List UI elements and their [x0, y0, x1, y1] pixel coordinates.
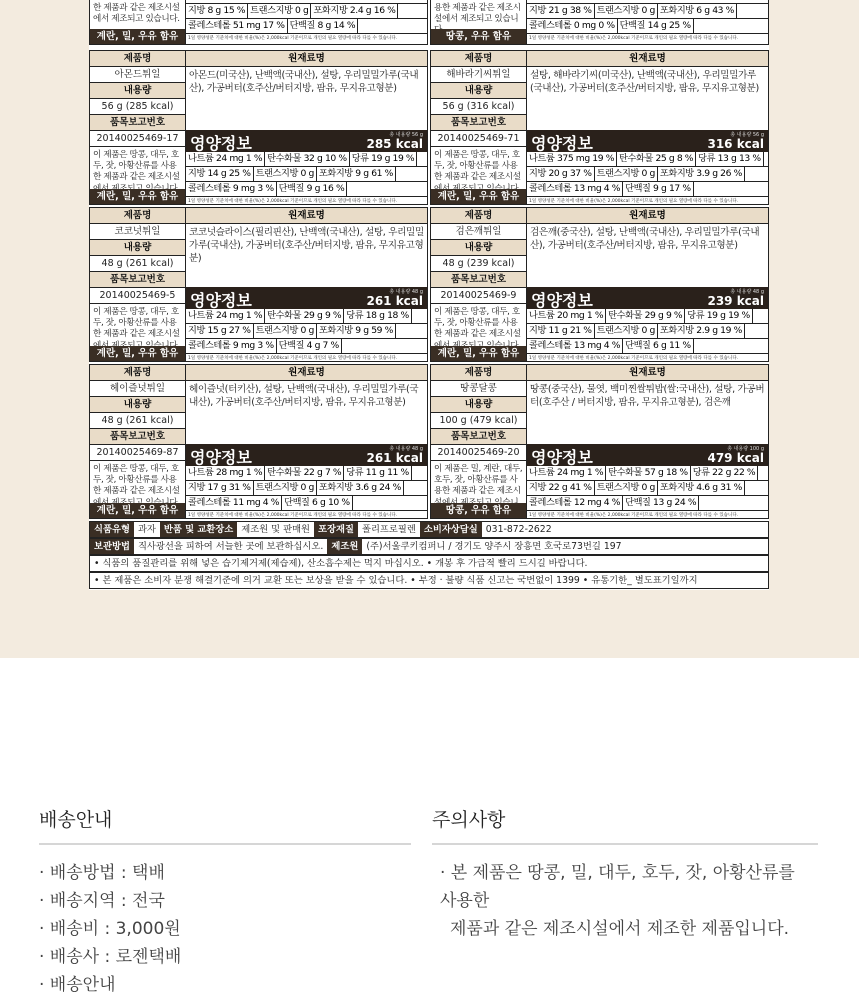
facility-note: 이 제품은 땅콩, 대두, 호두, 잣, 아황산류를 사용한 제품과 같은 제조시설 [90, 304, 185, 356]
cholesterol: 콜레스테롤 11 mg 4 % [186, 496, 282, 510]
allergen-label: 계란, 밀, 우유 함유 [90, 346, 185, 361]
nutrition-footnote: 1일 영양성분 기준치에 대한 비율(%)은 2,000kcal 기준이므로 개인의 필요 열량에 따라 다를 수 있습니다. [188, 36, 398, 41]
footer-notice-2: • 본 제품은 소비자 분쟁 해결기준에 의거 교환 또는 보상을 받을 수 있습니다. • 부정 · 불량 식품 신고는 국번없이 1399 • 유통기한_ 별도표기일까지 [89, 572, 769, 589]
report-number-header: 품목보고번호 [90, 272, 185, 288]
sugars: 당류 19 g 19 % [350, 152, 418, 166]
allergen-label: 계란, 밀, 우유 함유 [90, 503, 185, 518]
product-label-sheet [89, 0, 769, 590]
nutrition-row [527, 466, 768, 481]
kcal-value: 285 kcal [366, 137, 423, 151]
footer-row-1: 식품유형 과자 반품 및 교환장소 제조원 및 판매원 포장재질 폴리프로필렌 소비자상담실 031-872-2622 [89, 521, 769, 538]
partial-right-column [527, 0, 768, 44]
nutrition-facts [527, 130, 768, 204]
nutrition-footnote: 1일 영양성분 기준치에 대한 비율(%)은 2,000kcal 기준이므로 개인의 필요 열량에 따라 다를 수 있습니다. [529, 36, 739, 41]
caution-title: 주의사항 [432, 809, 506, 831]
product-name-header: 제품명 [431, 208, 526, 224]
product-card [430, 364, 769, 519]
sugars: 당류 11 g 11 % [344, 466, 412, 480]
report-number-header: 품목보고번호 [431, 429, 526, 445]
total-weight: 총 내용량 48 g [389, 446, 423, 452]
nutrition-header [186, 444, 427, 466]
partial-facility-note [431, 0, 526, 30]
total-weight: 총 내용량 56 g [730, 132, 764, 138]
product-name: 아몬드튀일 [90, 67, 185, 83]
report-number-header: 품목보고번호 [90, 429, 185, 445]
sugars: 당류 13 g 13 % [696, 152, 764, 166]
report-number: 20140025469-87 [90, 445, 185, 461]
trans-fat: 트랜스지방 0 g [254, 324, 317, 338]
allergen-label: 땅콩, 우유 함유 [431, 503, 526, 518]
footer-notice-1: • 식품의 품질관리를 위해 넣은 습기제거제(제습제), 산소흡수제는 먹지 마십시오. • 개봉 후 가급적 빨리 드시길 바랍니다. [89, 555, 769, 572]
report-number: 20140025469-9 [431, 288, 526, 304]
report-number-header: 품목보고번호 [431, 115, 526, 131]
total-weight: 총 내용량 56 g [389, 132, 423, 138]
product-card [430, 207, 769, 362]
carbohydrate: 탄수화물 29 g 9 % [606, 309, 685, 323]
nutrition-row: 콜레스테롤 51 mg 17 % 단백질 8 g 14 % [186, 19, 427, 34]
product-card [430, 50, 769, 205]
nutrition-title: 영양정보 [531, 134, 593, 153]
nutrition-row [527, 481, 768, 496]
partial-facility-note [90, 0, 185, 30]
contents-header: 내용량 [431, 83, 526, 99]
kcal-value: 239 kcal [707, 294, 764, 308]
fat: 지방 17 g 31 % [186, 481, 254, 495]
nutrition-row [186, 466, 427, 481]
facility-note: 이 제품은 땅콩, 대두, 호두, 잣, 아황산류를 사용한 제품과 같은 제조시설 [90, 147, 185, 199]
protein: 단백질 6 g 11 % [623, 339, 694, 353]
nutrition-row [527, 496, 768, 511]
carbohydrate: 탄수화물 57 g 18 % [606, 466, 691, 480]
fat: 지방 22 g 41 % [527, 481, 595, 495]
product-name-header: 제품명 [90, 365, 185, 381]
trans-fat: 트랜스지방 0 g [595, 481, 658, 495]
footer-row-2: 보관방법 직사광선을 피하여 서늘한 곳에 보관하십시오. 제조원 (주)서울쿠키컴퍼니 / 경기도 양주시 장흥면 호국로73번길 197 [89, 538, 769, 555]
protein: 단백질 4 g 7 % [277, 339, 342, 353]
saturated-fat: 포화지방 3.9 g 26 % [658, 167, 745, 181]
contents-header: 내용량 [431, 240, 526, 256]
product-detail-column [186, 365, 427, 518]
total-weight: 총 내용량 48 g [730, 289, 764, 295]
facility-note: 이 제품은 땅콩, 대두, 호두, 잣, 아황산류를 사용한 제품과 같은 제조시설 [90, 461, 185, 513]
caution-section [432, 802, 804, 943]
sodium: 나트륨 24 mg 1 % [186, 152, 265, 166]
nutrition-row: 지방 21 g 38 % 트랜스지방 0 g 포화지방 6 g 43 % [527, 4, 768, 19]
ingredients-text: 설탕, 해바라기씨(미국산), 난백액(국내산), 우리밀밀가루(국내산), 가공버터(호주산/버터지방, 팜유, 무지유고형분) [530, 70, 759, 94]
nutrition-facts [186, 444, 427, 518]
sugars: 당류 19 g 19 % [685, 309, 753, 323]
product-name-header: 제품명 [90, 208, 185, 224]
kcal-value: 261 kcal [366, 451, 423, 465]
product-name: 해바라기씨튀일 [431, 67, 526, 83]
nutrition-row [186, 339, 427, 354]
nutrition-footnote: 1일 영양성분 기준치에 대한 비율(%)은 2,000kcal 기준이므로 개인의 필요 열량에 따라 다를 수 있습니다. [188, 356, 398, 361]
ingredients-header: 원재료명 [186, 365, 427, 381]
partial-left-column [431, 0, 527, 44]
fat: 지방 15 g 27 % [186, 324, 254, 338]
shipping-section [39, 802, 411, 999]
carbohydrate: 탄수화물 25 g 8 % [617, 152, 696, 166]
ingredients-text: 검은깨(중국산), 설탕, 난백액(국내산), 우리밀밀가루(국내산), 가공버터(호주산/버터지방, 팜유, 무지유고형분) [530, 227, 760, 251]
sodium: 나트륨 24 mg 1 % [527, 466, 606, 480]
nutrition-row [527, 309, 768, 324]
nutrition-row [527, 152, 768, 167]
ingredients-text: 헤이즐넛(터키산), 설탕, 난백액(국내산), 우리밀밀가루(국내산), 가공버터(호주산/버터지방, 팜유, 무지유고형분) [189, 384, 419, 408]
facility-note: 이 제품은 땅콩, 대두, 호두, 잣, 아황산류를 사용한 제품과 같은 제조시설 [431, 304, 526, 356]
nutrition-facts [186, 130, 427, 204]
partial-product-right [430, 0, 769, 45]
partial-left-column [90, 0, 186, 44]
nutrition-footnote: 1일 영양성분 기준치에 대한 비율(%)은 2,000kcal 기준이므로 개인의 필요 열량에 따라 다를 수 있습니다. [529, 513, 739, 518]
product-name-header: 제품명 [431, 365, 526, 381]
caution-text [432, 859, 804, 943]
protein: 단백질 9 g 16 % [277, 182, 348, 196]
saturated-fat: 포화지방 3.6 g 24 % [317, 481, 404, 495]
product-name: 검은깨튀일 [431, 224, 526, 240]
facility-note: 이 제품은 밀, 계란, 대두, 호두, 잣, 아황산류를 사용한 제품과 같은 제조시 [431, 461, 526, 513]
sodium: 나트륨 375 mg 19 % [527, 152, 617, 166]
nutrition-footnote: 1일 영양성분 기준치에 대한 비율(%)은 2,000kcal 기준이므로 개인의 필요 열량에 따라 다를 수 있습니다. [188, 513, 398, 518]
nutrition-title: 영양정보 [190, 448, 252, 467]
nutrition-footnote: 1일 영양성분 기준치에 대한 비율(%)은 2,000kcal 기준이므로 개인의 필요 열량에 따라 다를 수 있습니다. [188, 199, 398, 204]
nutrition-row [527, 167, 768, 182]
product-detail-column [186, 51, 427, 204]
shipping-list [39, 859, 411, 999]
nutrition-row [186, 152, 427, 167]
protein: 단백질 13 g 24 % [623, 496, 699, 510]
ingredients-header: 원재료명 [186, 51, 427, 67]
contents-header: 내용량 [90, 83, 185, 99]
product-name: 헤이즐넛튀일 [90, 381, 185, 397]
nutrition-row [186, 167, 427, 182]
nutrition-title: 영양정보 [190, 134, 252, 153]
trans-fat: 트랜스지방 0 g [595, 167, 658, 181]
product-info-column [431, 51, 527, 204]
saturated-fat: 포화지방 2.9 g 19 % [658, 324, 745, 338]
contents-header: 내용량 [431, 397, 526, 413]
nutrition-facts [186, 287, 427, 361]
nutrition-row [186, 481, 427, 496]
allergen-label: 계란, 밀, 우유 함유 [431, 189, 526, 204]
sugars: 당류 22 g 22 % [691, 466, 759, 480]
carbohydrate: 탄수화물 29 g 9 % [265, 309, 344, 323]
product-detail-column [527, 51, 768, 204]
cholesterol: 콜레스테롤 9 mg 3 % [186, 182, 277, 196]
note-line: 한 제품과 같은 제조시설 [93, 3, 180, 13]
product-detail-column [186, 208, 427, 361]
report-number: 20140025469-5 [90, 288, 185, 304]
report-number-header: 품목보고번호 [90, 115, 185, 131]
cholesterol: 콜레스테롤 13 mg 4 % [527, 182, 623, 196]
nutrition-row: 콜레스테롤 0 mg 0 % 단백질 14 g 25 % [527, 19, 768, 34]
report-number: 20140025469-71 [431, 131, 526, 147]
partial-product-left [89, 0, 428, 45]
allergen-label: 계란, 밀, 우유 함유 [431, 346, 526, 361]
note-line: 설에서 제조되고 있습니 [434, 14, 519, 25]
saturated-fat: 포화지방 9 g 61 % [317, 167, 396, 181]
nutrition-title: 영양정보 [190, 291, 252, 310]
sodium: 나트륨 24 mg 1 % [186, 309, 265, 323]
nutrition-header [527, 130, 768, 152]
shipping-item: · 배송사 : 로젠택배 [39, 947, 182, 967]
kcal-value: 479 kcal [707, 451, 764, 465]
divider [432, 843, 818, 845]
product-contents: 56 g (316 kcal) [431, 99, 526, 115]
contents-header: 내용량 [90, 397, 185, 413]
product-card [89, 364, 428, 519]
product-contents: 56 g (285 kcal) [90, 99, 185, 115]
product-card [89, 207, 428, 362]
caution-line: 제품과 같은 제조시설에서 제조한 제품입니다. [450, 919, 790, 939]
note-line: 에서 제조되고 있습니다. [93, 14, 180, 25]
product-info-column [431, 208, 527, 361]
product-info-column [90, 51, 186, 204]
kcal-value: 316 kcal [707, 137, 764, 151]
total-weight: 총 내용량 100 g [727, 446, 764, 452]
product-name-header: 제품명 [90, 51, 185, 67]
kcal-value: 261 kcal [366, 294, 423, 308]
nutrition-title: 영양정보 [531, 291, 593, 310]
report-number-header: 품목보고번호 [431, 272, 526, 288]
shipping-title: 배송안내 [39, 809, 113, 831]
allergen-label: 땅콩, 우유 함유 [431, 29, 526, 44]
shipping-item: · 배송지역 : 전국 [39, 891, 165, 911]
ingredients-header: 원재료명 [527, 365, 768, 381]
fat: 지방 20 g 37 % [527, 167, 595, 181]
nutrition-header [527, 287, 768, 309]
trans-fat: 트랜스지방 0 g [254, 481, 317, 495]
ingredients-text: 코코넛슬라이스(필리핀산), 난백액(국내산), 설탕, 우리밀밀가루(국내산), 가공버터(호주산/버터지방, 팜유, 무지유고형분) [189, 227, 424, 264]
product-detail-column [527, 208, 768, 361]
product-contents: 48 g (261 kcal) [90, 256, 185, 272]
nutrition-row [186, 309, 427, 324]
nutrition-header [186, 287, 427, 309]
nutrition-header [527, 444, 768, 466]
carbohydrate: 탄수화물 22 g 7 % [265, 466, 344, 480]
product-contents: 100 g (479 kcal) [431, 413, 526, 429]
product-name-header: 제품명 [431, 51, 526, 67]
sodium: 나트륨 20 mg 1 % [527, 309, 606, 323]
shipping-item: · 배송방법 : 택배 [39, 863, 165, 883]
ingredients-header: 원재료명 [527, 208, 768, 224]
product-name: 코코넛튀일 [90, 224, 185, 240]
nutrition-row [527, 182, 768, 197]
nutrition-title: 영양정보 [531, 448, 593, 467]
report-number: 20140025469-20 [431, 445, 526, 461]
nutrition-facts [527, 444, 768, 518]
protein: 단백질 6 g 10 % [282, 496, 353, 510]
product-contents: 48 g (261 kcal) [90, 413, 185, 429]
nutrition-footnote: 1일 영양성분 기준치에 대한 비율(%)은 2,000kcal 기준이므로 개인의 필요 열량에 따라 다를 수 있습니다. [529, 199, 739, 204]
nutrition-header [186, 130, 427, 152]
product-name: 땅콩달콩 [431, 381, 526, 397]
allergen-label: 계란, 밀, 우유 함유 [90, 29, 185, 44]
ingredients-header: 원재료명 [527, 51, 768, 67]
caution-line: · 본 제품은 땅콩, 밀, 대두, 호두, 잣, 아황산류를 사용한 [440, 863, 795, 911]
cholesterol: 콜레스테롤 13 mg 4 % [527, 339, 623, 353]
contents-header: 내용량 [90, 240, 185, 256]
saturated-fat: 포화지방 4.6 g 31 % [658, 481, 745, 495]
report-number: 20140025469-17 [90, 131, 185, 147]
nutrition-facts [527, 287, 768, 361]
nutrition-row [186, 324, 427, 339]
ingredients-header: 원재료명 [186, 208, 427, 224]
product-info-column [90, 208, 186, 361]
protein: 단백질 9 g 17 % [623, 182, 694, 196]
product-card [89, 50, 428, 205]
ingredients-text: 아몬드(미국산), 난백액(국내산), 설탕, 우리밀밀가루(국내산), 가공버터(호주산/버터지방, 팜유, 무지유고형분) [189, 70, 419, 94]
cholesterol: 콜레스테롤 12 mg 4 % [527, 496, 623, 510]
facility-note: 이 제품은 땅콩, 대두, 호두, 잣, 아황산류를 사용한 제품과 같은 제조시설 [431, 147, 526, 199]
nutrition-row: 지방 8 g 15 % 트랜스지방 0 g 포화지방 2.4 g 16 % [186, 4, 427, 19]
product-info-column [90, 365, 186, 518]
product-detail-column [527, 365, 768, 518]
shipping-item: · 배송비 : 3,000원 [39, 919, 181, 939]
sugars: 당류 18 g 18 % [344, 309, 412, 323]
nutrition-row [186, 496, 427, 511]
trans-fat: 트랜스지방 0 g [254, 167, 317, 181]
nutrition-row [186, 182, 427, 197]
nutrition-row [527, 324, 768, 339]
nutrition-row [527, 339, 768, 354]
sodium: 나트륨 28 mg 1 % [186, 466, 265, 480]
product-contents: 48 g (239 kcal) [431, 256, 526, 272]
product-info-column [431, 365, 527, 518]
fat: 지방 14 g 25 % [186, 167, 254, 181]
ingredients-text: 땅콩(중국산), 물엿, 백미찐쌀튀밥(쌀:국내산), 설탕, 가공버터(호주산 / 버터지방, 팜유, 무지유고형분), 검은깨 [530, 384, 765, 408]
fat: 지방 11 g 21 % [527, 324, 595, 338]
nutrition-footnote: 1일 영양성분 기준치에 대한 비율(%)은 2,000kcal 기준이므로 개인의 필요 열량에 따라 다를 수 있습니다. [529, 356, 739, 361]
divider [39, 843, 411, 845]
saturated-fat: 포화지방 9 g 59 % [317, 324, 396, 338]
total-weight: 총 내용량 48 g [389, 289, 423, 295]
trans-fat: 트랜스지방 0 g [595, 324, 658, 338]
note-line: 용한 제품과 같은 제조시 [434, 3, 521, 13]
shipping-item: · 배송안내 [39, 975, 116, 995]
carbohydrate: 탄수화물 32 g 10 % [265, 152, 350, 166]
allergen-label: 계란, 밀, 우유 함유 [90, 189, 185, 204]
partial-right-column [186, 0, 427, 44]
cholesterol: 콜레스테롤 9 mg 3 % [186, 339, 277, 353]
